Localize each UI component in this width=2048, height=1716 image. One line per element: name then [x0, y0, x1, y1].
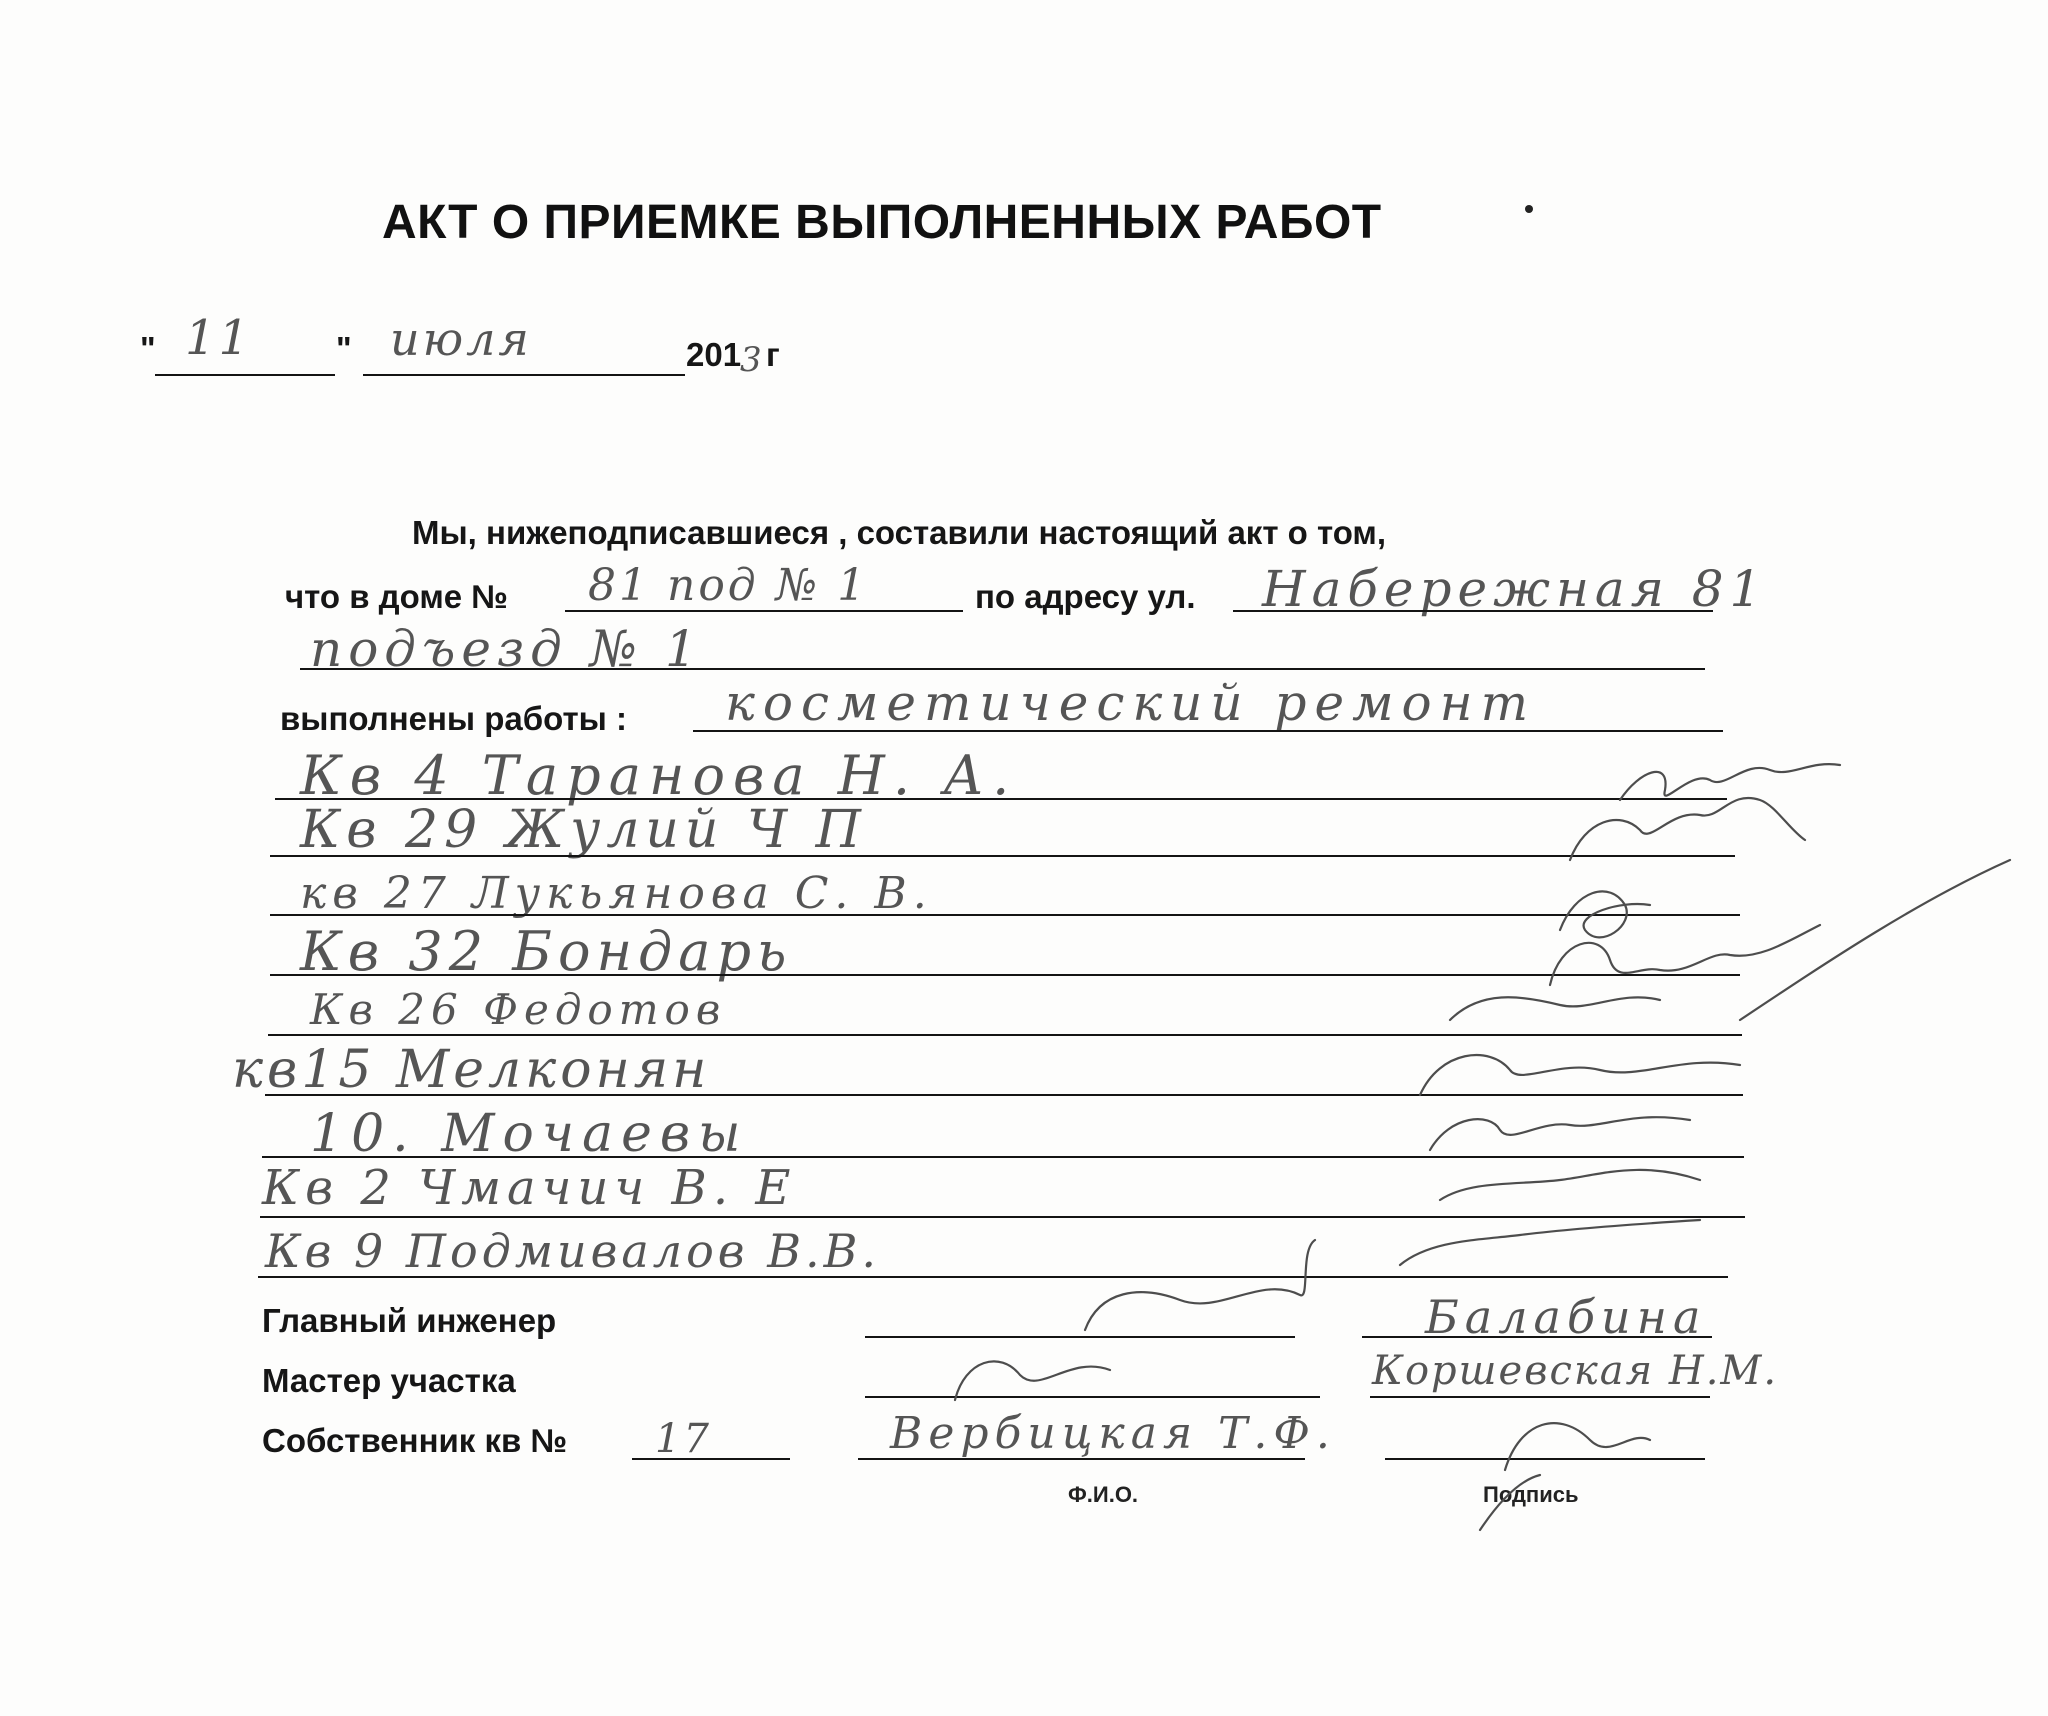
intro-line: Мы, нижеподписавшиеся , составили настоящий акт о том, — [412, 514, 1386, 551]
resident-entry: Кв 2 Чмачич В. Е — [262, 1160, 797, 1216]
resident-entry: Кв 4 Таранова Н. А. — [300, 744, 1018, 807]
resident-entry: Кв 9 Подмивалов В.В. — [265, 1224, 881, 1278]
resident-entry: 10. Мочаевы — [310, 1104, 749, 1164]
resident-entry: кв15 Мелконян — [232, 1040, 711, 1100]
fio-caption: Ф.И.О. — [1068, 1482, 1139, 1507]
resident-entry: Кв 29 Жулий Ч П — [300, 800, 868, 860]
signature-caption: Подпись — [1483, 1482, 1579, 1507]
owner-label: Собственник кв № — [262, 1422, 568, 1459]
document-title: АКТ О ПРИЕМКЕ ВЫПОЛНЕННЫХ РАБОТ — [382, 196, 1382, 249]
works-value: косметический ремонт — [725, 674, 1536, 732]
date-open-quote: " — [140, 330, 156, 367]
site-master-name: Коршевская Н.М. — [1372, 1348, 1779, 1394]
resident-entry: Кв 32 Бондарь — [300, 920, 793, 983]
house-label: что в доме № — [285, 578, 509, 615]
date-close-quote: " — [336, 330, 352, 367]
date-day: 11 — [185, 310, 253, 366]
chief-engineer-name: Балабина — [1425, 1290, 1707, 1344]
date-month: июля — [390, 312, 532, 366]
works-label: выполнены работы : — [280, 700, 627, 737]
address-continuation: подъезд № 1 — [310, 620, 703, 678]
site-master-label: Мастер участка — [262, 1362, 516, 1399]
address-label: по адресу ул. — [975, 578, 1196, 615]
owner-apartment: 17 — [655, 1416, 712, 1462]
resident-entry: Кв 26 Федотов — [310, 985, 727, 1034]
date-year-suffix: г — [766, 336, 780, 373]
resident-entry: кв 27 Лукьянова С. В. — [300, 868, 933, 919]
date-year-prefix: 201 — [686, 336, 742, 373]
house-value: 81 под № 1 — [588, 560, 869, 611]
owner-name: Вербицкая Т.Ф. — [890, 1408, 1336, 1459]
chief-engineer-label: Главный инженер — [262, 1302, 557, 1339]
date-year-digit: 3 — [740, 340, 762, 380]
address-value: Набережная 81 — [1262, 560, 1768, 618]
